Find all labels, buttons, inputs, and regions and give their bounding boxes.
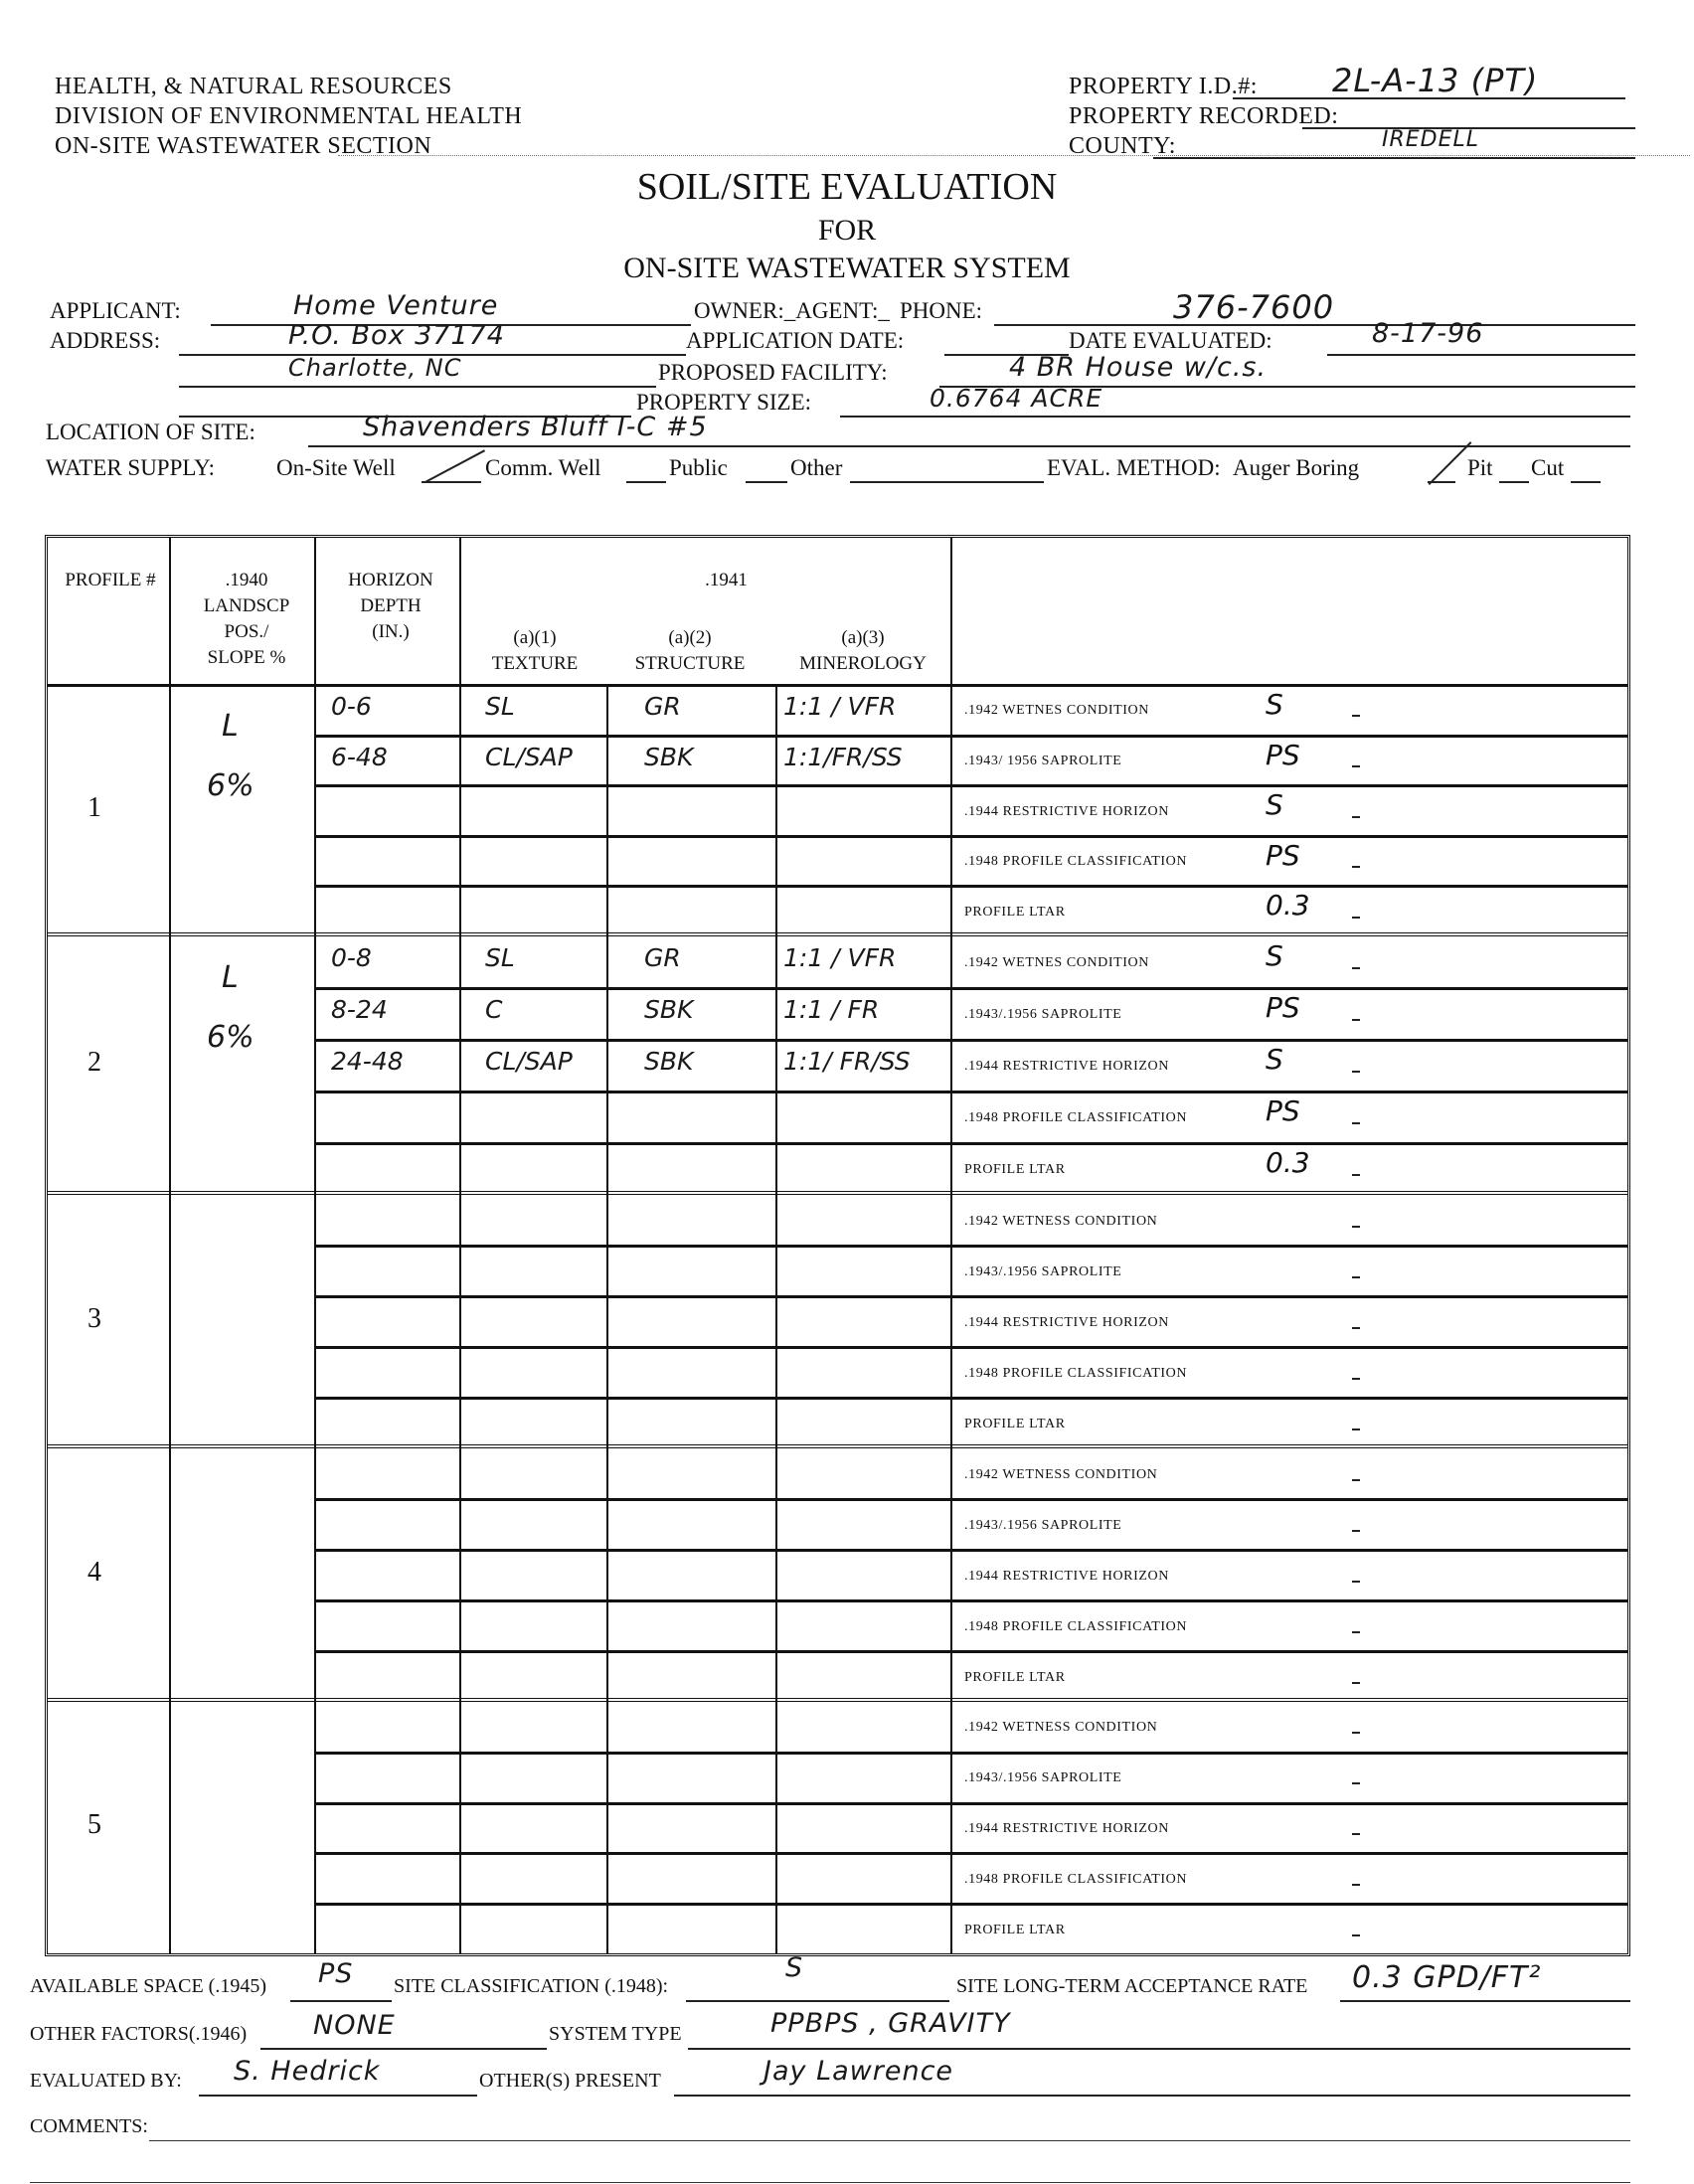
blank-dash bbox=[1352, 1378, 1360, 1380]
mineralogy-cell[interactable]: 1:1 / VFR bbox=[783, 943, 897, 972]
property-value[interactable]: PS bbox=[1266, 738, 1300, 771]
phone-value: 376-7600 bbox=[1173, 288, 1335, 326]
property-label: .1948 PROFILE CLASSIFICATION bbox=[964, 1618, 1188, 1634]
row-divider bbox=[314, 1549, 1627, 1552]
blank-dash bbox=[1352, 1833, 1360, 1835]
form-subtitle: ON-SITE WASTEWATER SYSTEM bbox=[623, 252, 1071, 284]
row-divider bbox=[314, 1039, 1627, 1042]
property-value[interactable]: 0.3 bbox=[1266, 1146, 1310, 1179]
other-factors-label: OTHER FACTORS(.1946) bbox=[30, 2023, 248, 2045]
texture-cell[interactable]: C bbox=[485, 995, 503, 1024]
profile-number: 1 bbox=[87, 791, 101, 823]
column-divider bbox=[314, 1701, 316, 1953]
horizon-line3: (IN.) bbox=[372, 621, 410, 642]
texture-label: TEXTURE bbox=[491, 653, 579, 674]
col-header-texture bbox=[465, 625, 604, 677]
texture-cell[interactable]: CL/SAP bbox=[485, 742, 573, 771]
phone-label: PHONE: bbox=[900, 298, 983, 323]
column-divider bbox=[459, 1447, 461, 1701]
property-value[interactable]: 0.3 bbox=[1266, 889, 1310, 923]
column-divider bbox=[169, 538, 171, 684]
eval-pit-blank[interactable] bbox=[1499, 481, 1529, 483]
column-divider bbox=[459, 935, 461, 1194]
blank-dash bbox=[1352, 816, 1360, 818]
blank-dash bbox=[1352, 1071, 1360, 1073]
property-label: .1948 PROFILE CLASSIFICATION bbox=[964, 1110, 1188, 1125]
system-type-field[interactable] bbox=[688, 2048, 1630, 2050]
blank-dash bbox=[1352, 1884, 1360, 1886]
location-value: Shavenders Bluff I-C #5 bbox=[363, 412, 708, 442]
horizon-line2: DEPTH bbox=[360, 595, 422, 616]
column-divider bbox=[169, 1194, 171, 1447]
property-label: PROFILE LTAR bbox=[964, 1669, 1066, 1685]
form-title: SOIL/SITE EVALUATION bbox=[636, 166, 1058, 208]
horizon-depth[interactable]: 0-8 bbox=[331, 943, 372, 972]
property-label: PROFILE LTAR bbox=[964, 904, 1066, 920]
landscape-line3: POS./ bbox=[224, 621, 269, 642]
application-date-label: APPLICATION DATE: bbox=[686, 328, 905, 353]
column-divider bbox=[606, 684, 608, 935]
water-other-blank[interactable] bbox=[850, 481, 1044, 483]
row-divider bbox=[314, 1752, 1627, 1755]
blank-dash bbox=[1352, 1327, 1360, 1329]
landscape-code: .1940 bbox=[225, 570, 268, 590]
proposed-facility-label: PROPOSED FACILITY: bbox=[658, 360, 888, 385]
blank-dash bbox=[1352, 765, 1360, 767]
column-divider bbox=[314, 1447, 316, 1701]
texture-cell[interactable]: SL bbox=[485, 943, 515, 972]
blank-dash bbox=[1352, 1276, 1360, 1278]
mineralogy-cell[interactable]: 1:1/ FR/SS bbox=[783, 1047, 911, 1076]
row-divider bbox=[314, 735, 1627, 738]
row-divider bbox=[314, 1142, 1627, 1145]
available-space-field[interactable] bbox=[290, 2000, 392, 2002]
water-supply-label: WATER SUPPLY: bbox=[46, 455, 216, 480]
horizon-depth[interactable]: 8-24 bbox=[331, 995, 388, 1024]
agency-line-2: DIVISION OF ENVIRONMENTAL HEALTH bbox=[55, 103, 523, 129]
row-divider bbox=[314, 1346, 1627, 1349]
column-divider bbox=[775, 684, 777, 935]
column-divider bbox=[169, 1447, 171, 1701]
comments-field[interactable] bbox=[149, 2140, 1630, 2141]
column-divider bbox=[950, 1701, 952, 1953]
profile-block-5 bbox=[48, 1701, 1627, 1953]
property-label: PROFILE LTAR bbox=[964, 1922, 1066, 1937]
property-label: .1943/ 1956 SAPROLITE bbox=[964, 753, 1122, 768]
column-divider bbox=[606, 1701, 608, 1953]
texture-code: (a)(1) bbox=[513, 627, 557, 648]
structure-label: STRUCTURE bbox=[634, 653, 746, 674]
row-divider bbox=[314, 987, 1627, 990]
landscape-position[interactable]: L bbox=[222, 709, 239, 744]
structure-cell[interactable]: SBK bbox=[644, 995, 694, 1024]
blank-dash bbox=[1352, 1479, 1360, 1481]
property-label: PROFILE LTAR bbox=[964, 1162, 1066, 1177]
row-divider bbox=[314, 1091, 1627, 1093]
property-recorded-label: PROPERTY RECORDED: bbox=[1069, 103, 1339, 129]
site-ltar-label: SITE LONG-TERM ACCEPTANCE RATE bbox=[956, 1975, 1308, 1997]
column-divider bbox=[775, 935, 777, 1194]
site-classification-value: S bbox=[785, 1952, 804, 1983]
property-label: .1943/.1956 SAPROLITE bbox=[964, 1007, 1122, 1022]
row-divider bbox=[314, 835, 1627, 838]
column-divider bbox=[314, 684, 316, 935]
evaluated-by-value: S. Hedrick bbox=[234, 2056, 381, 2087]
col-group-1941: .1941 bbox=[705, 570, 748, 590]
row-divider bbox=[314, 1397, 1627, 1400]
property-label: .1942 WETNESS CONDITION bbox=[964, 1213, 1158, 1229]
evaluated-by-field[interactable] bbox=[199, 2095, 477, 2097]
column-divider bbox=[775, 1447, 777, 1701]
column-divider bbox=[950, 1194, 952, 1447]
structure-code: (a)(2) bbox=[668, 627, 712, 648]
profile-number: 3 bbox=[87, 1302, 101, 1334]
property-id-value: 2L-A-13 (PT) bbox=[1332, 62, 1539, 99]
property-value[interactable]: PS bbox=[1266, 1094, 1300, 1127]
property-label: .1942 WETNES CONDITION bbox=[964, 955, 1149, 970]
county-field[interactable] bbox=[1153, 157, 1635, 159]
water-public-blank[interactable] bbox=[746, 481, 787, 483]
column-divider bbox=[606, 935, 608, 1194]
horizon-depth[interactable]: 6-48 bbox=[331, 742, 388, 771]
property-label: .1944 RESTRICTIVE HORIZON bbox=[964, 1821, 1169, 1836]
blank-dash bbox=[1352, 715, 1360, 717]
blank-dash bbox=[1352, 917, 1360, 919]
col-header-structure bbox=[606, 625, 773, 677]
evaluated-by-label: EVALUATED BY: bbox=[30, 2070, 182, 2092]
column-divider bbox=[169, 684, 171, 935]
property-size-label: PROPERTY SIZE: bbox=[636, 390, 812, 415]
blank-dash bbox=[1352, 866, 1360, 868]
texture-cell[interactable]: CL/SAP bbox=[485, 1047, 573, 1076]
column-divider bbox=[950, 935, 952, 1194]
eval-option-auger-boring[interactable]: Auger Boring bbox=[1233, 455, 1360, 480]
eval-option-pit[interactable]: Pit bbox=[1467, 455, 1493, 480]
property-label: .1944 RESTRICTIVE HORIZON bbox=[964, 1314, 1169, 1330]
column-divider bbox=[606, 1447, 608, 1701]
check-mark-icon bbox=[424, 449, 485, 483]
form-title-for: FOR bbox=[817, 214, 877, 247]
blank-dash bbox=[1352, 1122, 1360, 1124]
column-divider bbox=[169, 1701, 171, 1953]
landscape-line4: SLOPE % bbox=[207, 647, 286, 668]
blank-dash bbox=[1352, 1530, 1360, 1532]
property-size-field[interactable] bbox=[840, 416, 1630, 418]
water-option-comm-well[interactable]: Comm. Well bbox=[485, 455, 601, 480]
mineralogy-cell[interactable]: 1:1 / VFR bbox=[783, 692, 897, 721]
property-label: PROFILE LTAR bbox=[964, 1416, 1066, 1431]
property-value[interactable]: S bbox=[1266, 788, 1283, 822]
property-value[interactable]: PS bbox=[1266, 991, 1300, 1024]
row-divider bbox=[314, 1650, 1627, 1653]
blank-dash bbox=[1352, 1019, 1360, 1021]
comments-label: COMMENTS: bbox=[30, 2115, 148, 2137]
other-factors-field[interactable] bbox=[260, 2048, 547, 2050]
address-line2-value: Charlotte, NC bbox=[288, 354, 462, 382]
horizon-depth[interactable]: 24-48 bbox=[331, 1047, 404, 1076]
column-divider bbox=[314, 935, 316, 1194]
county-label: COUNTY: bbox=[1069, 133, 1176, 159]
site-classification-field[interactable] bbox=[686, 2000, 949, 2002]
property-value[interactable]: S bbox=[1266, 939, 1283, 972]
profile-number: 5 bbox=[87, 1809, 101, 1840]
water-option-other[interactable]: Other bbox=[790, 455, 843, 480]
profile-divider bbox=[48, 1444, 1627, 1448]
property-label: .1944 RESTRICTIVE HORIZON bbox=[964, 1059, 1169, 1074]
blank-dash bbox=[1352, 1782, 1360, 1784]
blank-dash bbox=[1352, 1682, 1360, 1684]
column-divider bbox=[169, 935, 171, 1194]
column-divider bbox=[775, 1194, 777, 1447]
property-label: .1944 RESTRICTIVE HORIZON bbox=[964, 1568, 1169, 1584]
date-evaluated-label: DATE EVALUATED: bbox=[1069, 328, 1272, 353]
profile-divider bbox=[48, 1698, 1627, 1702]
agency-line-3: ON-SITE WASTEWATER SECTION bbox=[55, 133, 432, 159]
property-id-label: PROPERTY I.D.#: bbox=[1069, 74, 1258, 99]
property-label: .1943/.1956 SAPROLITE bbox=[964, 1770, 1122, 1786]
blank-dash bbox=[1352, 1631, 1360, 1633]
mineralogy-code: (a)(3) bbox=[841, 627, 885, 648]
property-label: .1942 WETNESS CONDITION bbox=[964, 1466, 1158, 1482]
blank-dash bbox=[1352, 1428, 1360, 1430]
address-line2-field[interactable] bbox=[179, 386, 656, 388]
row-divider bbox=[314, 784, 1627, 787]
blank-dash bbox=[1352, 967, 1360, 969]
structure-cell[interactable]: SBK bbox=[644, 1047, 694, 1076]
profile-number: 4 bbox=[87, 1556, 101, 1588]
horizon-depth[interactable]: 0-6 bbox=[331, 692, 372, 721]
soil-profile-table bbox=[45, 535, 1630, 1956]
column-divider bbox=[459, 538, 461, 684]
system-type-label: SYSTEM TYPE bbox=[549, 2023, 682, 2045]
water-option-onsite-well[interactable]: On-Site Well bbox=[276, 455, 396, 480]
address-line1-value: P.O. Box 37174 bbox=[288, 320, 505, 351]
system-type-value: PPBPS , GRAVITY bbox=[770, 2008, 1011, 2039]
row-divider bbox=[314, 1245, 1627, 1248]
column-divider bbox=[950, 538, 952, 684]
column-divider bbox=[314, 1194, 316, 1447]
row-divider bbox=[314, 1852, 1627, 1855]
site-ltar-field[interactable] bbox=[1340, 2000, 1630, 2002]
blank-dash bbox=[1352, 1581, 1360, 1583]
other-factors-value: NONE bbox=[313, 2010, 396, 2041]
property-label: .1942 WETNES CONDITION bbox=[964, 703, 1149, 719]
property-size-value: 0.6764 ACRE bbox=[930, 384, 1103, 413]
property-label: .1943/.1956 SAPROLITE bbox=[964, 1517, 1122, 1533]
slope-percent[interactable]: 6% bbox=[207, 768, 254, 803]
property-label: .1948 PROFILE CLASSIFICATION bbox=[964, 854, 1188, 870]
others-present-field[interactable] bbox=[674, 2095, 1630, 2097]
row-divider bbox=[314, 1802, 1627, 1805]
profile-divider bbox=[48, 932, 1627, 936]
proposed-facility-value: 4 BR House w/c.s. bbox=[1009, 352, 1268, 383]
structure-cell[interactable]: GR bbox=[644, 943, 681, 972]
county-value: IREDELL bbox=[1382, 127, 1480, 152]
col-header-profile: PROFILE # bbox=[65, 570, 156, 590]
property-label: .1942 WETNESS CONDITION bbox=[964, 1720, 1158, 1736]
profile-block-1 bbox=[48, 684, 1627, 935]
structure-cell[interactable]: GR bbox=[644, 692, 681, 721]
dotted-divider bbox=[338, 155, 1690, 156]
mineralogy-cell[interactable]: 1:1/FR/SS bbox=[783, 742, 903, 771]
comments-line-2[interactable] bbox=[30, 2182, 1630, 2183]
property-value[interactable]: PS bbox=[1266, 838, 1300, 872]
structure-cell[interactable]: SBK bbox=[644, 742, 694, 771]
row-divider bbox=[314, 885, 1627, 888]
mineralogy-label: MINEROLOGY bbox=[799, 653, 927, 674]
eval-cut-blank[interactable] bbox=[1571, 481, 1601, 483]
agency-line-1: HEALTH, & NATURAL RESOURCES bbox=[55, 74, 452, 99]
row-divider bbox=[314, 1498, 1627, 1501]
row-divider bbox=[314, 1599, 1627, 1602]
profile-block-4 bbox=[48, 1447, 1627, 1701]
blank-dash bbox=[1352, 1174, 1360, 1176]
property-value[interactable]: S bbox=[1266, 1043, 1283, 1076]
property-label: .1943/.1956 SAPROLITE bbox=[964, 1263, 1122, 1279]
blank-dash bbox=[1352, 1732, 1360, 1734]
blank-dash bbox=[1352, 1226, 1360, 1228]
location-field[interactable] bbox=[308, 445, 1630, 447]
column-divider bbox=[314, 538, 316, 684]
applicant-value: Home Venture bbox=[293, 290, 499, 321]
row-divider bbox=[314, 1295, 1627, 1298]
column-divider bbox=[950, 1447, 952, 1701]
site-ltar-value: 0.3 GPD/FT² bbox=[1352, 1960, 1542, 1995]
landscape-position[interactable]: L bbox=[222, 960, 239, 995]
profile-number: 2 bbox=[87, 1047, 101, 1078]
landscape-line2: LANDSCP bbox=[203, 595, 290, 616]
horizon-line1: HORIZON bbox=[348, 570, 433, 590]
owner-agent-label[interactable]: OWNER:_AGENT:_ bbox=[694, 298, 890, 323]
others-present-value: Jay Lawrence bbox=[763, 2056, 954, 2087]
property-label: .1944 RESTRICTIVE HORIZON bbox=[964, 803, 1169, 819]
available-space-label: AVAILABLE SPACE (.1945) bbox=[30, 1975, 266, 1997]
water-comm-well-blank[interactable] bbox=[626, 481, 666, 483]
row-divider bbox=[314, 1903, 1627, 1906]
date-evaluated-value: 8-17-96 bbox=[1372, 318, 1484, 349]
others-present-label: OTHER(S) PRESENT bbox=[479, 2070, 661, 2092]
eval-method-label: EVAL. METHOD: bbox=[1047, 455, 1221, 480]
water-option-public[interactable]: Public bbox=[669, 455, 728, 480]
property-label: .1948 PROFILE CLASSIFICATION bbox=[964, 1365, 1188, 1381]
address-label: ADDRESS: bbox=[50, 328, 161, 353]
texture-cell[interactable]: SL bbox=[485, 692, 515, 721]
mineralogy-cell[interactable]: 1:1 / FR bbox=[783, 995, 880, 1024]
profile-divider bbox=[48, 1191, 1627, 1195]
col-header-landscape bbox=[182, 568, 311, 671]
column-divider bbox=[950, 684, 952, 935]
eval-option-cut[interactable]: Cut bbox=[1531, 455, 1565, 480]
profile-block-3 bbox=[48, 1194, 1627, 1447]
applicant-label: APPLICANT: bbox=[50, 298, 181, 323]
column-divider bbox=[775, 1701, 777, 1953]
column-divider bbox=[459, 684, 461, 935]
col-header-mineralogy bbox=[775, 625, 950, 677]
site-classification-label: SITE CLASSIFICATION (.1948): bbox=[394, 1975, 669, 1997]
property-label: .1948 PROFILE CLASSIFICATION bbox=[964, 1871, 1188, 1887]
water-onsite-well-blank[interactable] bbox=[422, 481, 481, 483]
blank-dash bbox=[1352, 1934, 1360, 1936]
property-value[interactable]: S bbox=[1266, 688, 1283, 721]
col-header-horizon bbox=[326, 568, 455, 645]
column-divider bbox=[606, 1194, 608, 1447]
check-mark-icon bbox=[1429, 441, 1472, 485]
column-divider bbox=[459, 1701, 461, 1953]
date-evaluated-field[interactable] bbox=[1327, 354, 1635, 356]
slope-percent[interactable]: 6% bbox=[207, 1020, 254, 1055]
location-label: LOCATION OF SITE: bbox=[46, 420, 255, 444]
column-divider bbox=[459, 1194, 461, 1447]
available-space-value: PS bbox=[318, 1958, 354, 1989]
